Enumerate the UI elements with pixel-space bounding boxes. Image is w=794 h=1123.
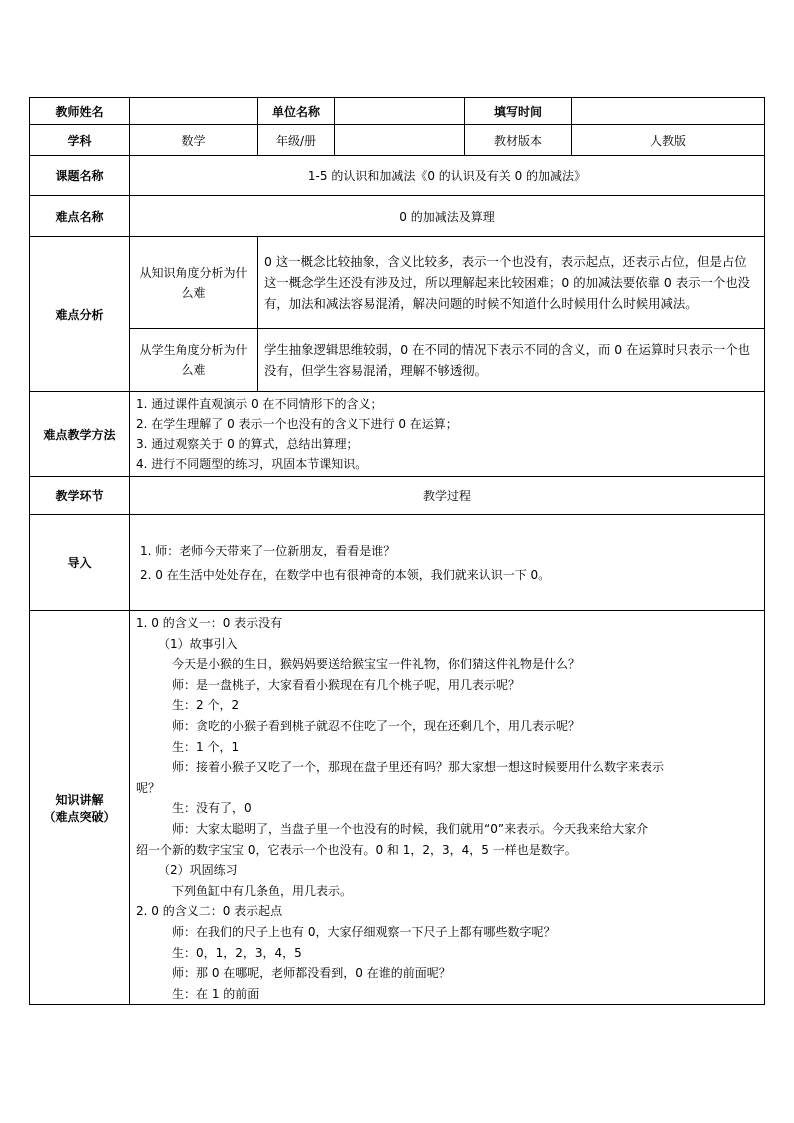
knowledge-line: （1）故事引入 xyxy=(158,636,238,651)
date-label: 填写时间 xyxy=(465,98,572,125)
difficulty-row xyxy=(30,196,765,237)
methods-row xyxy=(30,392,765,477)
student-angle-text: 学生抽象逻辑思维较弱，0 在不同的情况下表示不同的含义，而 0 在运算时只表示一个也没有，但学生容易混淆，理解不够透彻。 xyxy=(258,329,765,392)
edition-label: 教材版本 xyxy=(465,125,572,156)
knowledge-line: 1. 0 的含义一：0 表示没有 xyxy=(136,616,283,630)
knowledge-line: 师：贪吃的小猴子看到桃子就忍不住吃了一个，现在还剩几个，用几表示呢？ xyxy=(172,718,581,733)
process-header-row xyxy=(30,477,765,515)
knowledge-line: 师：那 0 在哪呢，老师都没看到，0 在谁的前面呢？ xyxy=(172,966,451,981)
knowledge-line: （2）巩固练习 xyxy=(158,863,238,878)
knowledge-line: 今天是小猴的生日，猴妈妈要送给猴宝宝一件礼物，你们猜这件礼物是什么？ xyxy=(172,657,581,672)
date-value[interactable] xyxy=(572,98,765,125)
method-item: 4. 进行不同题型的练习，巩固本节课知识。 xyxy=(136,457,368,471)
knowledge-line: 下列鱼缸中有几条鱼，用几表示。 xyxy=(172,883,353,898)
knowledge-row xyxy=(30,611,765,1005)
title-value: 1-5 的认识和加减法《0 的认识及有关 0 的加减法》 xyxy=(130,156,765,196)
method-item: 2. 在学生理解了 0 表示一个也没有的含义下进行 0 在运算； xyxy=(136,417,458,431)
method-item: 1. 通过课件直观演示 0 在不同情形下的含义； xyxy=(136,397,383,411)
knowledge-line: 师：大家太聪明了，当盘子里一个也没有的时候，我们就用“0”来表示。今天我来给大家介 xyxy=(172,821,649,836)
grade-value[interactable] xyxy=(335,125,465,156)
intro-content xyxy=(130,515,765,611)
unit-label: 单位名称 xyxy=(258,98,335,125)
intro-row xyxy=(30,515,765,611)
title-label: 课题名称 xyxy=(30,156,130,196)
knowledge-line: 生：0，1，2，3，4，5 xyxy=(172,945,302,960)
lesson-plan-table xyxy=(29,97,765,1005)
knowledge-label xyxy=(30,611,130,1005)
knowledge-line: 生：2 个，2 xyxy=(172,698,240,713)
intro-item: 2. 0 在生活中处处存在，在数学中也有很神奇的本领，我们就来认识一下 0。 xyxy=(140,567,551,582)
methods-label: 难点教学方法 xyxy=(30,392,130,477)
method-item: 3. 通过观察关于 0 的算式，总结出算理； xyxy=(136,437,359,451)
knowledge-angle-text: 0 这一概念比较抽象，含义比较多，表示一个也没有，表示起点，还表示占位，但是占位这一概念学生还没有涉及过，所以理解起来比较困难；0 的加减法要依靠 0 表示一个也没有，加法和减法容易混淆，解决问题的时候不知道什么时候用什么时候用减法。 xyxy=(258,237,765,329)
knowledge-line: 生：在 1 的前面 xyxy=(172,986,260,1001)
difficulty-value: 0 的加减法及算理 xyxy=(130,196,765,237)
intro-item: 1. 师：老师今天带来了一位新朋友，看看是谁？ xyxy=(140,543,396,558)
knowledge-line: 生：1 个，1 xyxy=(172,739,240,754)
grade-label: 年级/册 xyxy=(258,125,335,156)
knowledge-line: 绍一个新的数字宝宝 0，它表示一个也没有。0 和 1，2，3，4，5 一样也是数字。 xyxy=(136,842,577,857)
knowledge-line: 呢？ xyxy=(136,780,161,795)
analysis-row-2 xyxy=(30,329,765,392)
knowledge-line: 师：接着小猴子又吃了一个，那现在盘子里还有吗？那大家想一想这时候要用什么数字来表示 xyxy=(172,760,665,775)
knowledge-line: 2. 0 的含义二：0 表示起点 xyxy=(136,904,283,919)
unit-value[interactable] xyxy=(335,98,465,125)
process-label: 教学过程 xyxy=(130,477,765,515)
knowledge-angle-label: 从知识角度分析为什么难 xyxy=(130,237,258,329)
student-angle-label: 从学生角度分析为什么难 xyxy=(130,329,258,392)
header-row-1 xyxy=(30,98,765,125)
knowledge-content xyxy=(130,611,765,1005)
header-row-2 xyxy=(30,125,765,156)
knowledge-line: 师：在我们的尺子上也有 0，大家仔细观察一下尺子上都有哪些数字呢？ xyxy=(172,924,556,939)
teacher-label: 教师姓名 xyxy=(30,98,130,125)
title-row xyxy=(30,156,765,196)
stage-label: 教学环节 xyxy=(30,477,130,515)
analysis-label: 难点分析 xyxy=(30,237,130,392)
methods-list xyxy=(130,392,765,477)
knowledge-label-line2: （难点突破） xyxy=(43,809,116,824)
analysis-row-1 xyxy=(30,237,765,329)
knowledge-line: 师：是一盘桃子，大家看看小猴现在有几个桃子呢，用几表示呢？ xyxy=(172,677,521,692)
subject-label: 学科 xyxy=(30,125,130,156)
knowledge-label-line1: 知识讲解 xyxy=(55,792,104,807)
subject-value: 数学 xyxy=(130,125,258,156)
intro-label: 导入 xyxy=(30,515,130,611)
teacher-value[interactable] xyxy=(130,98,258,125)
knowledge-line: 生：没有了，0 xyxy=(172,801,252,816)
difficulty-label: 难点名称 xyxy=(30,196,130,237)
edition-value: 人教版 xyxy=(572,125,765,156)
